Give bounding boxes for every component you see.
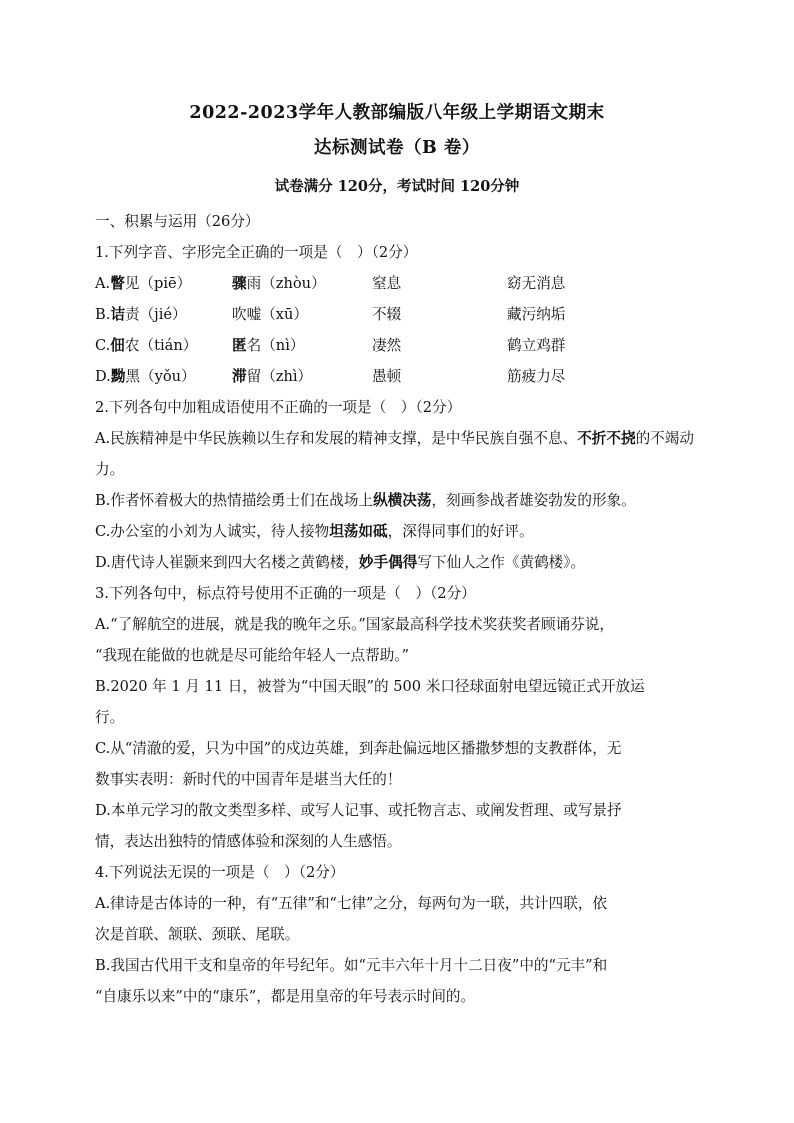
- q3-option-a-line2: “我现在能做的也就是尽可能给年轻人一点帮助。”: [95, 647, 410, 664]
- q2-option-b: [95, 485, 695, 516]
- q3-option-c-line2: 数事实表明：新时代的中国青年是堪当大任的！: [95, 771, 402, 788]
- q4-option-a-line2: 次是首联、颔联、颈联、尾联。: [95, 926, 300, 943]
- word-rest: 名（nì）: [246, 337, 305, 354]
- bold-idiom: 不折不挠: [577, 430, 636, 447]
- q1-option-c-word4: 鹤立鸡群: [507, 337, 566, 354]
- q1-option-b-word2: [232, 299, 372, 330]
- option-text: ，刻画参战者雄姿勃发的形象。: [431, 492, 636, 509]
- option-letter: D.: [95, 368, 111, 385]
- q1-option-c-word2: [232, 330, 372, 361]
- section-accumulation: [95, 206, 695, 1012]
- q1-option-b: [95, 299, 695, 330]
- q1-option-a: [95, 268, 695, 299]
- q3-option-b-line1: B.2020 年 1 月 11 日，被誉为“中国天眼”的 500 米口径球面射电望远镜正式开放运: [95, 678, 645, 695]
- q1-option-d: [95, 361, 695, 392]
- bold-char: 匿: [232, 337, 247, 354]
- bold-char: 骤: [232, 275, 247, 292]
- bold-char: 滞: [232, 368, 247, 385]
- word-rest: 农（tián）: [124, 337, 198, 354]
- option-text: C.办公室的小刘为人诚实，待人接物: [95, 523, 330, 540]
- q4-option-b-line2: “自康乐以来”中的“康乐”，都是用皇帝的年号表示时间的。: [95, 988, 476, 1005]
- bold-idiom: 妙手偶得: [358, 554, 418, 571]
- question-2-stem: 2.下列各句中加粗成语使用不正确的一项是（ ）（2分）: [95, 399, 462, 416]
- question-1-stem: 1.下列字音、字形完全正确的一项是（ ）（2分）: [95, 244, 418, 261]
- q1-option-a-word1: [95, 268, 232, 299]
- q1-option-c: [95, 330, 695, 361]
- q1-option-d-word2: [232, 361, 372, 392]
- q1-option-c-word1: [95, 330, 232, 361]
- q3-option-a-line1: A.“了解航空的进展，就是我的晚年之乐。”国家最高科学技术奖获奖者顾诵芬说，: [95, 616, 614, 633]
- q2-option-d: [95, 547, 695, 578]
- q1-option-a-word4: 窈无消息: [507, 275, 566, 292]
- q1-option-b-word4: 藏污纳垢: [507, 306, 566, 323]
- bold-char: 诘: [110, 306, 125, 323]
- option-text: B.作者怀着极大的热情描绘勇士们在战场上: [95, 492, 374, 509]
- q2-option-c: [95, 516, 695, 547]
- q1-option-b-word3: 不辍: [372, 306, 402, 323]
- option-text: D.唐代诗人崔颢来到四大名楼之黄鹤楼，: [95, 554, 359, 571]
- q1-option-d-word4: 筋疲力尽: [507, 368, 566, 385]
- exam-subtitle: 试卷满分 120分，考试时间 120分钟: [274, 178, 520, 195]
- q4-option-a-line1: A.律诗是古体诗的一种，有“五律”和“七律”之分，每两句为一联，共计四联，依: [95, 895, 608, 912]
- q3-option-d-line2: 情，表达出独特的情感体验和深刻的人生感悟。: [95, 833, 402, 850]
- question-4-stem: 4.下列说法无误的一项是（ ）（2分）: [95, 864, 345, 881]
- word-rest: 留（zhì）: [246, 368, 313, 385]
- exam-title-line2: 达标测试卷（B 卷）: [314, 138, 480, 158]
- option-letter: C.: [95, 337, 111, 354]
- option-text: A.民族精神是中华民族赖以生存和发展的精神支撑，是中华民族自强不息、: [95, 430, 578, 447]
- q1-option-c-word3: 凄然: [372, 337, 402, 354]
- bold-idiom: 坦荡如砥: [329, 523, 388, 540]
- option-letter: A.: [95, 275, 111, 292]
- option-letter: B.: [95, 306, 111, 323]
- q3-option-b-line2: 行。: [95, 709, 125, 726]
- bold-idiom: 纵横决荡: [373, 492, 432, 509]
- bold-char: 黝: [110, 368, 126, 385]
- option-text: 的不竭动力。: [95, 430, 694, 478]
- option-text: ，深得同事们的好评。: [387, 523, 534, 540]
- word-rest: 黑（yǒu）: [125, 368, 196, 385]
- q1-option-d-word1: [95, 361, 232, 392]
- word-rest: 见（piē）: [124, 275, 192, 292]
- exam-title-line1: 2022-2023学年人教部编版八年级上学期语文期末: [189, 103, 605, 123]
- section-heading: 一、积累与运用（26分）: [95, 213, 260, 230]
- word-rest: 责（jié）: [124, 306, 187, 323]
- bold-char: 佃: [110, 337, 125, 354]
- word-rest: 吹嘘（xū）: [232, 306, 309, 323]
- q1-option-a-word3: 窒息: [372, 275, 402, 292]
- q1-option-b-word1: [95, 299, 232, 330]
- q3-option-c-line1: C.从“清澈的爱，只为中国”的戍边英雄，到奔赴偏远地区播撒梦想的支教群体，无: [95, 740, 622, 757]
- q1-option-a-word2: [232, 268, 372, 299]
- question-3-stem: 3.下列各句中，标点符号使用不正确的一项是（ ）（2分）: [95, 585, 476, 602]
- bold-char: 瞥: [110, 275, 125, 292]
- q3-option-d-line1: D.本单元学习的散文类型多样、或写人记事、或托物言志、或阐发哲理、或写景抒: [95, 802, 622, 819]
- word-rest: 雨（zhòu）: [246, 275, 326, 292]
- q4-option-b-line1: B.我国古代用干支和皇帝的年号纪年。如“元丰六年十月十二日夜”中的“元丰”和: [95, 957, 608, 974]
- option-text: 写下仙人之作《黄鹤楼》。: [417, 554, 586, 571]
- q2-option-a: [95, 423, 695, 485]
- q1-option-d-word3: 愚顿: [372, 368, 402, 385]
